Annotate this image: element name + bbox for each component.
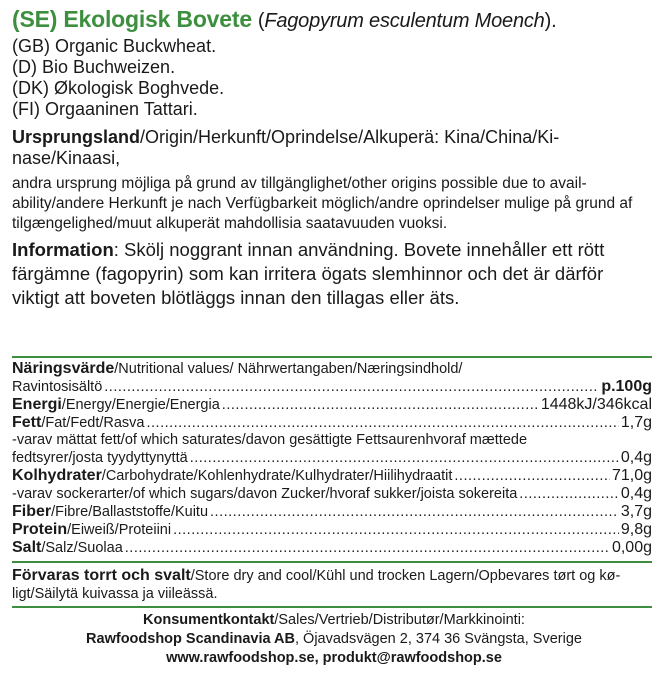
title-swedish: (SE) Ekologisk Bovete <box>12 6 252 32</box>
nutrition-header-text: /Nutritional values/ Nährwertangaben/Næringsindhold/ <box>114 361 463 377</box>
divider-bottom <box>12 606 652 608</box>
row-value: 3,7g <box>620 503 652 520</box>
leader-dots <box>125 540 610 557</box>
leader-dots <box>146 415 618 432</box>
row-label: Protein <box>12 521 68 538</box>
row-text: /Carbohydrate/Kohlenhydrate/Kulhydrater/Hiilihydraatit <box>101 468 453 484</box>
row-text: /Energy/Energie/Energia <box>61 397 220 413</box>
contact-line-3 <box>0 649 668 668</box>
storage-label: Förvaras torrt och svalt <box>12 567 191 584</box>
information-label: Information <box>12 239 114 260</box>
row-label: Salt <box>12 539 42 556</box>
nutrition-per-row <box>12 378 652 396</box>
row-label: Energi <box>12 396 62 413</box>
name-gb: (GB) Organic Buckwheat. <box>12 36 217 56</box>
storage-section <box>12 567 652 603</box>
origin-note: andra ursprung möjliga på grund av tillgänglighet/other origins possible due to avail-ability/andere Herkunft je nach Verfügbarkeit möglich/andre oprindelser mulige på grund af tilgængelighed/muut alkuperät mahdollisia saatavuuden vuoksi. <box>12 175 633 232</box>
nutrition-row-saturates-line1 <box>12 432 652 449</box>
contact-section <box>0 611 668 668</box>
nutrition-row-carbohydrate <box>12 467 652 485</box>
leader-dots <box>173 522 619 539</box>
leader-dots <box>222 397 539 414</box>
contact-company: Rawfoodshop Scandinavia AB <box>86 631 295 647</box>
row-value: 0,00g <box>611 539 652 556</box>
storage-text: /Store dry and cool/Kühl und trocken Lagern/Opbevares tørt og kø-ligt/Säilytä kuivassa ja viileässä. <box>12 568 621 602</box>
contact-address: , Öjavadsvägen 2, 374 36 Svängsta, Sverige <box>294 631 582 647</box>
nutrition-row-protein <box>12 521 652 539</box>
contact-web: www.rawfoodshop.se <box>166 650 315 666</box>
leader-dots <box>104 379 599 396</box>
row-value: 0,4g <box>620 449 652 466</box>
origin-label: Ursprungsland <box>12 127 141 147</box>
nutrition-header-label: Näringsvärde <box>12 360 115 377</box>
row-label: Fiber <box>12 503 52 520</box>
leader-dots <box>519 486 619 503</box>
contact-email: produkt@rawfoodshop.se <box>322 650 502 666</box>
nutrition-table <box>12 360 652 557</box>
product-title <box>12 6 556 33</box>
nutrition-header <box>12 360 652 378</box>
row-text: /Eiweiß/Proteiini <box>67 522 172 538</box>
nutrition-row-salt <box>12 539 652 557</box>
contact-line-1 <box>0 611 668 630</box>
information-text: : Skölj noggrant innan användning. Bovete innehåller ett rött färgämne (fagopyrin) som kan irritera ögats slemhinnor och det är därför viktigt att boveten blötläggs innan den tillagas eller äts. <box>12 239 605 308</box>
row-value: 0,4g <box>620 485 652 502</box>
alternate-names <box>12 36 224 120</box>
name-de: (D) Bio Buchweizen. <box>12 57 176 77</box>
nutrition-row-fibre <box>12 503 652 521</box>
row-value: 1,7g <box>620 414 652 431</box>
origin-section <box>12 127 652 169</box>
row-value: 1448kJ/346kcal <box>540 396 652 413</box>
nutrition-row-sugars <box>12 485 652 503</box>
origin-text: /Origin/Herkunft/Oprindelse/Alkuperä: Kina/China/Ki-nase/Kinaasi, <box>12 127 560 168</box>
row-text: /Fibre/Ballaststoffe/Kuitu <box>51 504 209 520</box>
leader-dots <box>454 468 610 485</box>
row-text: -varav sockerarter/of which sugars/davon Zucker/hvoraf sukker/joista sokereita <box>12 486 518 502</box>
nutrition-row-energy <box>12 396 652 414</box>
row-text: fedtsyrer/josta tyydyttynyttä <box>12 450 188 466</box>
row-text: /Salz/Suolaa <box>41 540 123 556</box>
divider-top <box>12 356 652 358</box>
nutrition-row-saturates-line2 <box>12 449 652 467</box>
name-dk: (DK) Økologisk Boghvede. <box>12 78 225 98</box>
information-section <box>12 238 652 310</box>
row-value: 9,8g <box>620 521 652 538</box>
nutrition-row-fat <box>12 414 652 432</box>
leader-dots <box>210 504 619 521</box>
name-fi: (FI) Orgaaninen Tattari. <box>12 99 198 119</box>
row-text: /Fat/Fedt/Rasva <box>41 415 145 431</box>
row-value: 71,0g <box>611 467 652 484</box>
nutrition-per: p.100g <box>601 378 652 395</box>
nutrition-header-line2: Ravintosisältö <box>12 379 103 395</box>
contact-separator: , <box>314 650 323 666</box>
contact-line-2 <box>0 630 668 649</box>
leader-dots <box>190 450 619 467</box>
divider-middle <box>12 561 652 563</box>
row-label: Fett <box>12 414 42 431</box>
row-label: Kolhydrater <box>12 467 102 484</box>
row-text: -varav mättat fett/of which saturates/davon gesättigte Fettsaurenhvoraf mættede <box>12 432 528 448</box>
contact-label-text: /Sales/Vertrieb/Distributør/Markkinointi: <box>274 612 525 628</box>
title-latin-name: (Fagopyrum esculentum Moench). <box>257 10 557 32</box>
contact-label: Konsumentkontakt <box>143 612 275 628</box>
